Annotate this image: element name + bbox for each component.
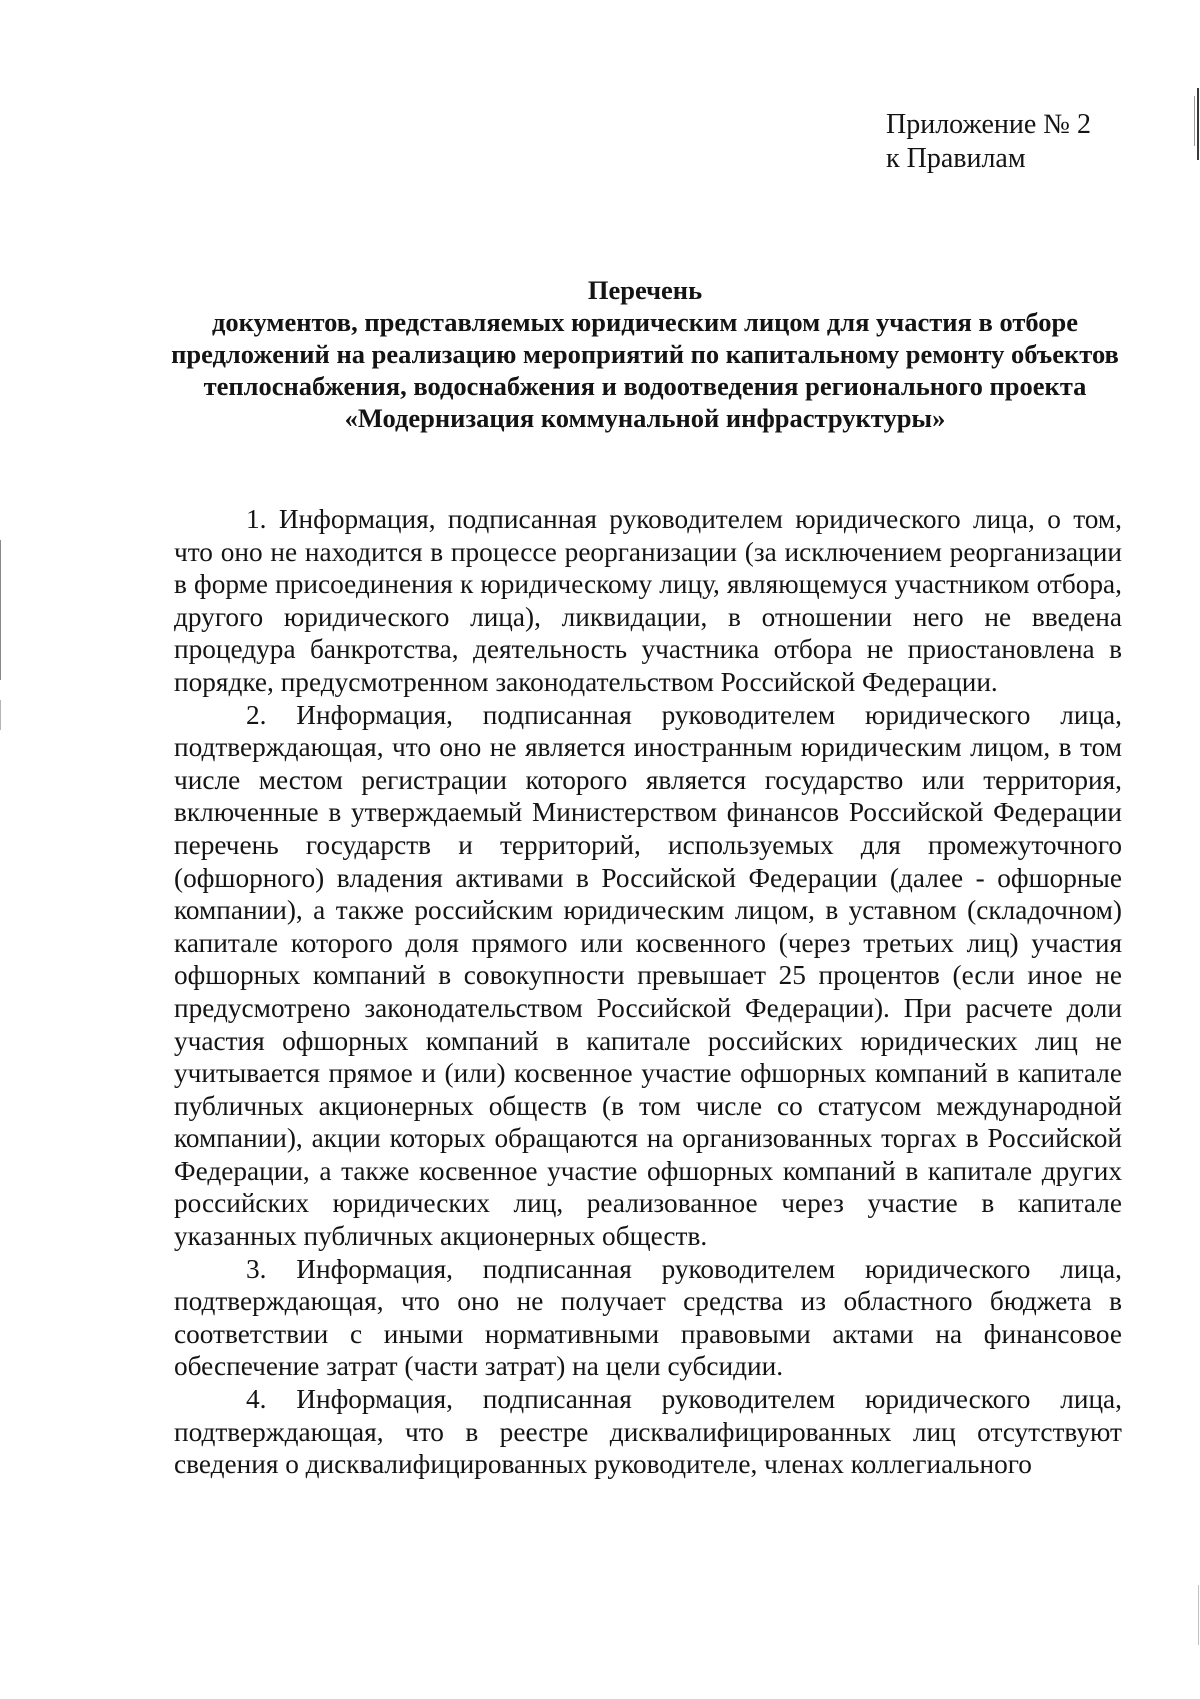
appendix-rules-reference: к Правилам	[886, 143, 1026, 174]
title-heading: Перечень	[587, 275, 703, 305]
appendix-number: Приложение № 2	[886, 109, 1091, 140]
paragraph-3: 3. Информация, подписанная руководителем юридического лица, подтверждающая, что оно не получает средства из областного бюджета в соответствии с иными нормативными правовыми актами на финансовое обеспечение затрат (части затрат) на цели субсидии.	[174, 1253, 1122, 1382]
paragraph-1: 1. Информация, подписанная руководителем юридического лица, о том, что оно не находится в процессе реорганизации (за исключением реорганизации в форме присоединения к юридическому лицу, являющемуся участником отбора, другого юридического лица), ликвидации, в отношении него не введена процедура банкротства, деятельность участника отбора не приостановлена в порядке, предусмотренном законодательством Российской Федерации.	[174, 504, 1122, 697]
paragraph-2: 2. Информация, подписанная руководителем юридического лица, подтверждающая, что оно не является иностранным юридическим лицом, в том числе местом регистрации которого является государство или территория, включенные в утверждаемый Министерством финансов Российской Федерации перечень государств и территорий, используемых для промежуточного (офшорного) владения активами в Российской Федерации (далее - офшорные компании), а также российским юридическим лицом, в уставном (складочном) капитале которого доля прямого или косвенного (через третьих лиц) участия офшорных компаний в совокупности превышает 25 процентов (если иное не предусмотрено законодательством Российской Федерации). При расчете доли участия офшорных компаний в капитале российских юридических лиц не учитывается прямое и (или) косвенное участие офшорных компаний в капитале публичных акционерных обществ (в том числе со статусом международной компании), акции которых обращаются на организованных торгах в Российской Федерации, а также косвенное участие офшорных компаний в капитале других российских юридических лиц, реализованное через участие в капитале указанных публичных акционерных обществ.	[174, 699, 1122, 1252]
document-body	[174, 503, 1122, 1481]
scan-edge-mark	[1194, 96, 1195, 146]
scan-edge-mark	[0, 540, 1, 680]
document-title	[150, 274, 1140, 434]
paragraph-4: 4. Информация, подписанная руководителем юридического лица, подтверждающая, что в реестре дисквалифицированных лиц отсутствуют сведения о дисквалифицированных руководителе, членах коллегиального	[174, 1384, 1122, 1480]
scan-edge-mark	[0, 700, 1, 730]
scan-edge-mark	[1198, 1585, 1199, 1645]
scan-edge-mark	[1197, 88, 1199, 160]
appendix-reference	[886, 108, 1186, 176]
title-subtitle: документов, представляемых юридическим лицом для участия в отборе предложений на реализацию мероприятий по капитальному ремонту объектов теплоснабжения, водоснабжения и водоотведения регионального проекта «Модернизация коммунальной инфраструктуры»	[171, 307, 1119, 433]
